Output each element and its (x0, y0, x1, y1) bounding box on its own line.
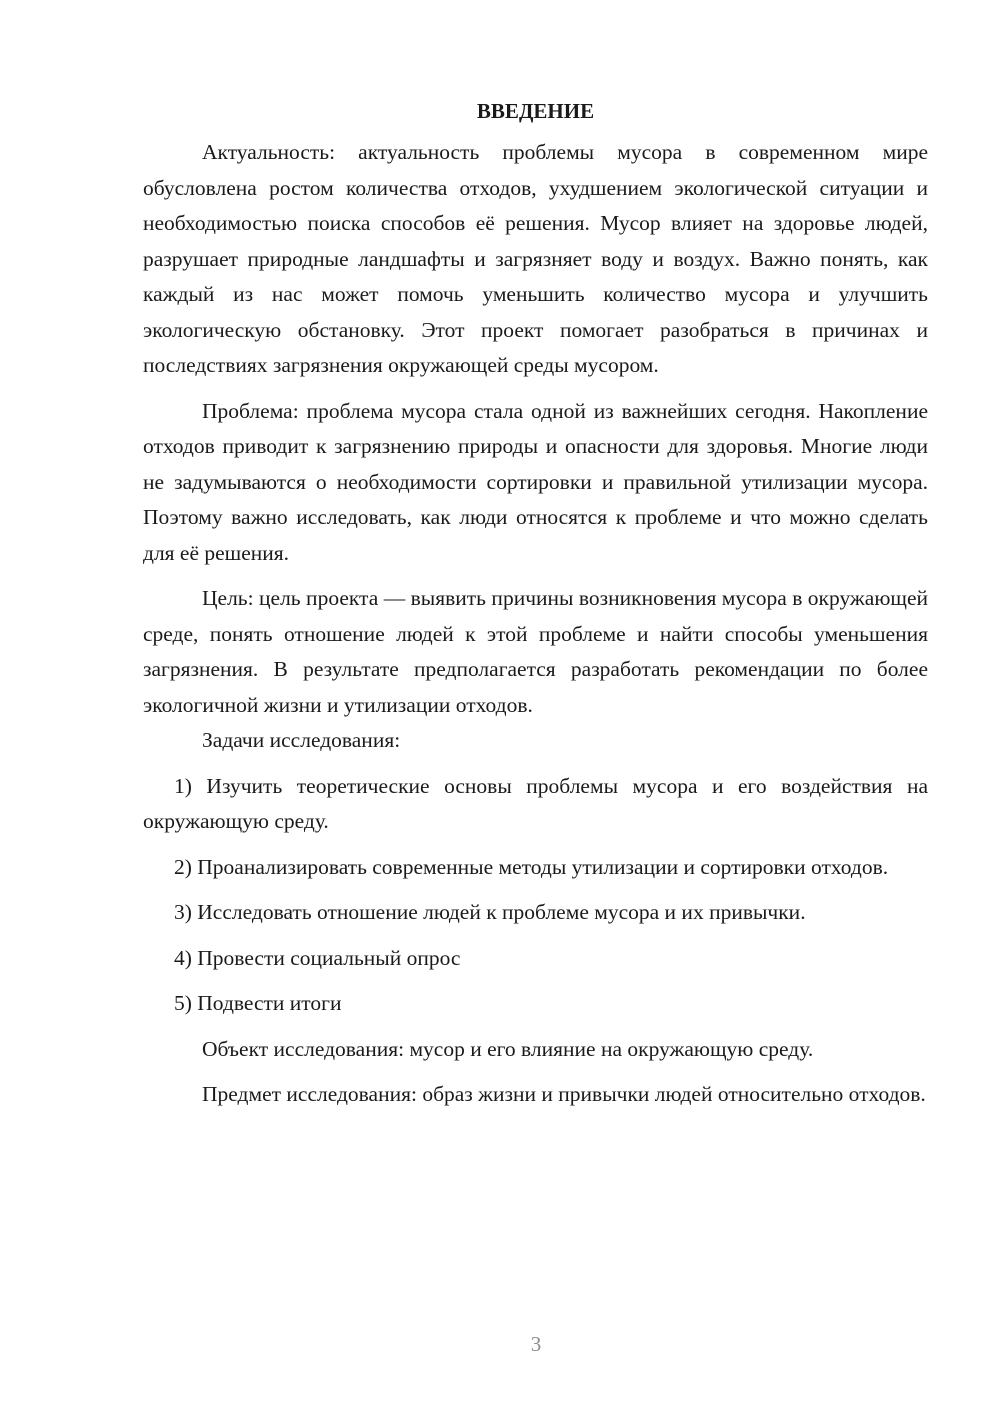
goal-paragraph: Цель: цель проекта — выявить причины возникновения мусора в окружающей среде, понять отношение людей к этой проблеме и найти способы уменьшения загрязнения. В результате предполагается разработать рекомендации по более экологичной жизни и утилизации отходов. (143, 586, 928, 717)
list-item: 1) Изучить теоретические основы проблемы мусора и его воздействия на окружающую среду. (143, 773, 928, 833)
list-item: 3) Исследовать отношение людей к проблеме мусора и их привычки. (174, 900, 806, 924)
list-item: 4) Провести социальный опрос (174, 945, 461, 970)
subject-paragraph: Предмет исследования: образ жизни и привычки людей относительно отходов. (202, 1082, 926, 1106)
list-item: 5) Подвести итоги (174, 991, 342, 1015)
tasks-list (143, 769, 928, 1022)
tasks-title: Задачи исследования: (202, 728, 401, 752)
page-content (143, 96, 928, 1113)
object-paragraph: Объект исследования: мусор и его влияние на окружающую среду. (202, 1036, 814, 1061)
problem-paragraph: Проблема: проблема мусора стала одной из важнейших сегодня. Накопление отходов приводит к загрязнению природы и опасности для здоровья. Многие люди не задумываются о необходимости сортировки и правильной утилизации мусора. Поэтому важно исследовать, как люди относятся к проблеме и что можно сделать для её решения. (143, 398, 928, 565)
page-number: 3 (530, 1332, 542, 1356)
list-item: 2) Проанализировать современные методы утилизации и сортировки отходов. (174, 854, 889, 879)
relevance-paragraph: Актуальность: актуальность проблемы мусора в современном мире обусловлена ростом количества отходов, ухудшением экологической ситуации и необходимостью поиска способов её решения. Мусор влияет на здоровье людей, разрушает природные ландшафты и загрязняет воду и воздух. Важно понять, как каждый из нас может помочь уменьшить количество мусора и улучшить экологическую обстановку. Этот проект помогает разобраться в причинах и последствиях загрязнения окружающей среды мусором. (143, 140, 928, 377)
section-heading: ВВЕДЕНИЕ (476, 99, 595, 123)
